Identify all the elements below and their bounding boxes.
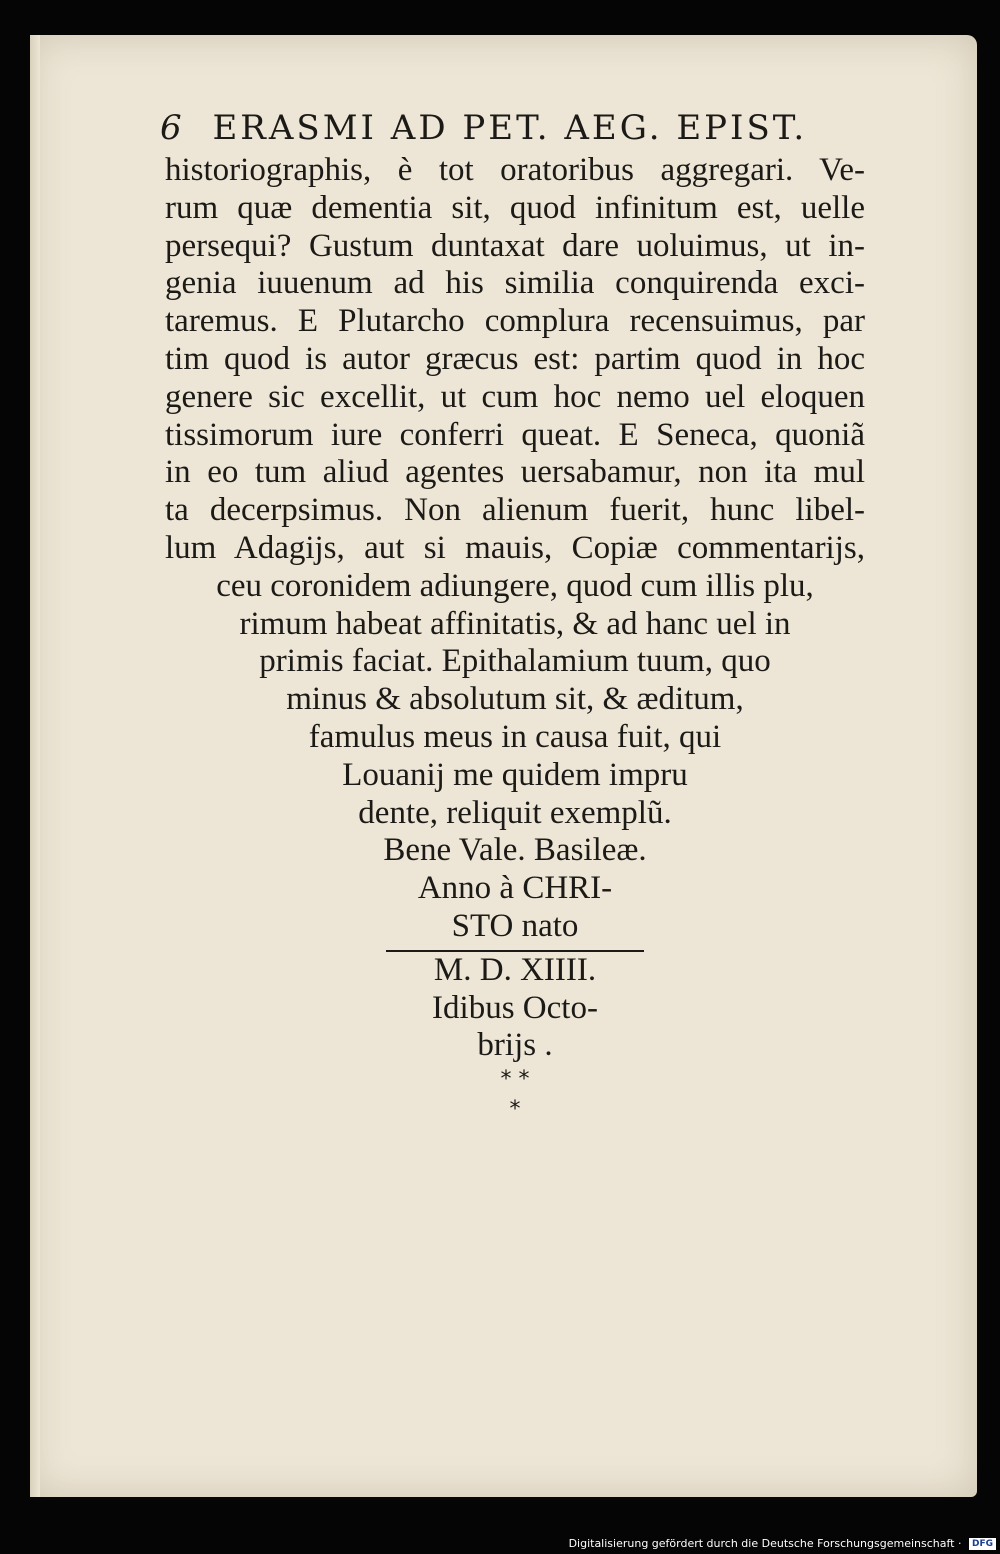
page-number: 6: [160, 108, 185, 148]
credit-text: Digitalisierung gefördert durch die Deutsche Forschungsgemeinschaft ·: [568, 1537, 962, 1550]
text-line: historiographis, è tot oratoribus aggregari. Ve-: [165, 152, 865, 188]
colophon-line: Anno à CHRI-: [417, 870, 613, 907]
colophon-line: Louanij me quidem impru: [342, 756, 688, 793]
text-line: tissimorum iure conferri queat. E Seneca, quoniã: [165, 416, 865, 453]
closing-line: Idibus Octo-: [432, 989, 598, 1026]
dfg-logo: DFG: [969, 1538, 996, 1550]
asterisk-ornament-top: * *: [500, 1067, 530, 1093]
running-head: [160, 108, 860, 152]
closing-line: brijs .: [477, 1027, 553, 1064]
colophon-line: rimum habeat affinitatis, & ad hanc uel in: [239, 605, 791, 642]
text-line: lum Adagijs, aut si mauis, Copiæ commentarijs,: [165, 529, 865, 566]
page-edge: [30, 35, 40, 1497]
text-block: [165, 152, 865, 1125]
colophon-line: primis faciat. Epithalamium tuum, quo: [259, 643, 771, 680]
colophon-line: famulus meus in causa fuit, qui: [308, 718, 722, 755]
colophon-line: STO nato: [451, 907, 579, 944]
text-line: in eo tum aliud agentes uersabamur, non ita mul: [165, 454, 865, 491]
text-line: ta decerpsimus. Non alienum fuerit, hunc libel-: [165, 492, 865, 529]
colophon-line: ceu coronidem adiungere, quod cum illis plu,: [216, 567, 814, 604]
text-line: genia iuuenum ad his similia conquirenda exci-: [165, 265, 865, 302]
asterisk-ornament-bottom: *: [509, 1097, 521, 1123]
colophon-line: Bene Vale. Basileæ.: [383, 832, 647, 869]
colophon-line: minus & absolutum sit, & æditum,: [286, 681, 744, 718]
colophon-line: dente, reliquit exemplũ.: [358, 794, 672, 831]
text-line: persequi? Gustum duntaxat dare uoluimus, ut in-: [165, 227, 865, 264]
digitization-credit: [0, 1535, 996, 1553]
text-line: taremus. E Plutarcho complura recensuimus, par: [165, 303, 865, 340]
date-line: M. D. XIIII.: [433, 951, 597, 988]
text-line: tim quod is autor græcus est: partim quod in hoc: [165, 340, 865, 377]
text-line: rum quæ dementia sit, quod infinitum est, uelle: [165, 189, 865, 226]
text-line: genere sic excellit, ut cum hoc nemo uel eloquen: [165, 378, 865, 415]
running-head-title: ERASMI AD PET. AEG. EPIST.: [212, 108, 808, 148]
